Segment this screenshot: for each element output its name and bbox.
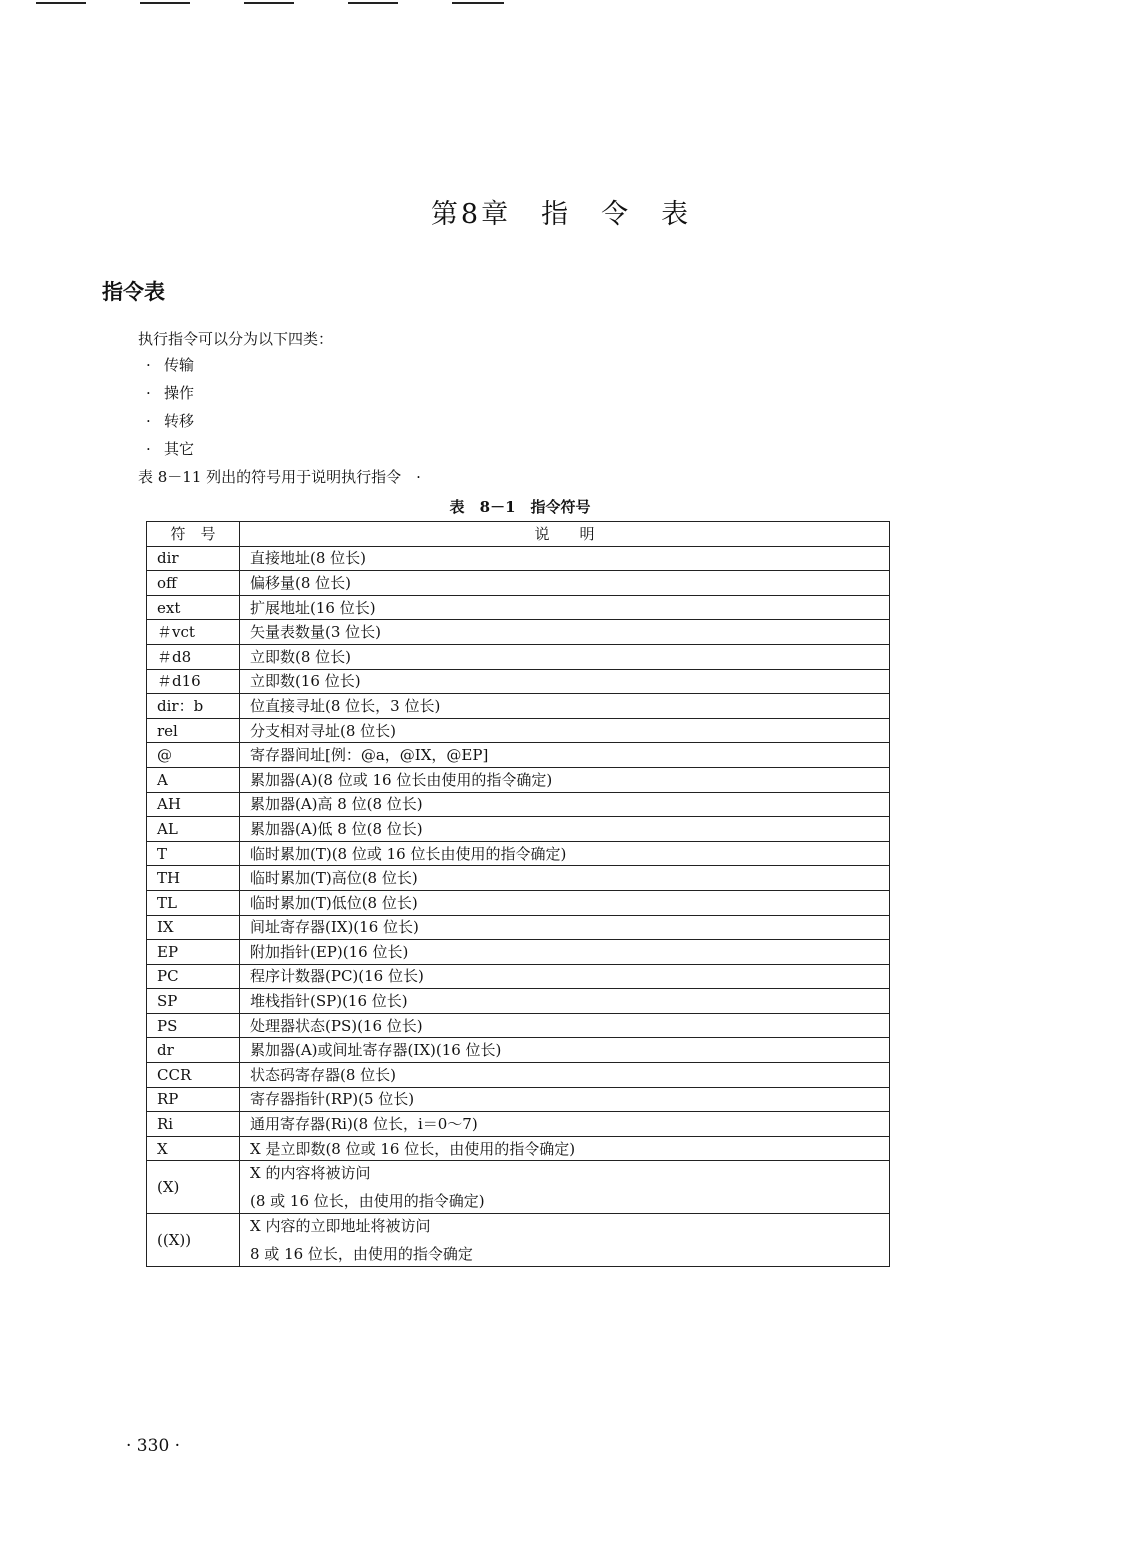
description-cell: 处理器状态(PS)(16 位长) <box>240 1013 890 1038</box>
category-list <box>146 354 194 466</box>
description-cell: 通用寄存器(Ri)(8 位长，i＝0～7) <box>240 1112 890 1137</box>
description-cell <box>240 1161 890 1214</box>
bullet: · <box>146 384 151 402</box>
table-row <box>147 644 890 669</box>
symbol-cell: TL <box>147 890 240 915</box>
symbol-cell: TH <box>147 866 240 891</box>
list-item <box>146 382 194 410</box>
table-row <box>147 546 890 571</box>
bullet: · <box>146 412 151 430</box>
table-row <box>147 841 890 866</box>
symbol-cell: IX <box>147 915 240 940</box>
symbol-cell: CCR <box>147 1063 240 1088</box>
page-number: · 330 · <box>126 1436 181 1456</box>
table-row <box>147 718 890 743</box>
symbol-cell: ext <box>147 595 240 620</box>
symbol-cell: off <box>147 571 240 596</box>
table-body <box>147 546 890 1267</box>
symbol-cell: SP <box>147 989 240 1014</box>
table-row <box>147 1214 890 1267</box>
description-cell: 偏移量(8 位长) <box>240 571 890 596</box>
description-cell: 累加器(A)或间址寄存器(IX)(16 位长) <box>240 1038 890 1063</box>
description-cell: 累加器(A)(8 位或 16 位长由使用的指令确定) <box>240 767 890 792</box>
description-cell: X 是立即数(8 位或 16 位长，由使用的指令确定) <box>240 1136 890 1161</box>
table-row <box>147 940 890 965</box>
chapter-title: 第8章 指 令 表 <box>430 199 692 230</box>
table-row <box>147 1087 890 1112</box>
table-row <box>147 1136 890 1161</box>
symbol-cell: (X) <box>147 1161 240 1214</box>
description-cell: 累加器(A)高 8 位(8 位长) <box>240 792 890 817</box>
table-row <box>147 1112 890 1137</box>
symbol-cell: ＃d8 <box>147 644 240 669</box>
table-header-row <box>147 522 890 547</box>
table-row <box>147 595 890 620</box>
list-item <box>146 354 194 382</box>
symbol-cell: T <box>147 841 240 866</box>
table-row <box>147 817 890 842</box>
description-line-1: X 的内容将被访问 <box>250 1164 371 1183</box>
symbol-cell: ＃d16 <box>147 669 240 694</box>
description-cell: 位直接寻址(8 位长，3 位长) <box>240 694 890 719</box>
symbol-cell: RP <box>147 1087 240 1112</box>
description-cell: 程序计数器(PC)(16 位长) <box>240 964 890 989</box>
bullet: · <box>146 440 151 458</box>
instruction-symbol-table <box>146 521 890 1267</box>
symbol-cell: dr <box>147 1038 240 1063</box>
description-cell: 立即数(8 位长) <box>240 644 890 669</box>
list-item <box>146 438 194 466</box>
table-row <box>147 866 890 891</box>
header-symbol: 符 号 <box>147 522 240 547</box>
symbol-cell: @ <box>147 743 240 768</box>
symbol-cell: X <box>147 1136 240 1161</box>
description-cell: 间址寄存器(IX)(16 位长) <box>240 915 890 940</box>
description-cell: 临时累加(T)高位(8 位长) <box>240 866 890 891</box>
table-row <box>147 964 890 989</box>
description-cell: 寄存器指针(RP)(5 位长) <box>240 1087 890 1112</box>
list-item <box>146 410 194 438</box>
description-cell: 寄存器间址[例：@a，@IX，@EP] <box>240 743 890 768</box>
list-item-label: 传输 <box>164 356 195 374</box>
table-row <box>147 571 890 596</box>
symbol-cell: dir <box>147 546 240 571</box>
symbol-cell: rel <box>147 718 240 743</box>
symbol-cell: Ri <box>147 1112 240 1137</box>
intro-text: 执行指令可以分为以下四类： <box>138 330 334 348</box>
description-cell: 扩展地址(16 位长) <box>240 595 890 620</box>
table-row <box>147 1063 890 1088</box>
table-row <box>147 1013 890 1038</box>
description-cell: 堆栈指针(SP)(16 位长) <box>240 989 890 1014</box>
table-row <box>147 767 890 792</box>
section-heading: 指令表 <box>102 280 165 304</box>
symbol-cell: AH <box>147 792 240 817</box>
symbol-cell: A <box>147 767 240 792</box>
table-row <box>147 694 890 719</box>
description-cell: 分支相对寻址(8 位长) <box>240 718 890 743</box>
symbol-cell: dir：b <box>147 694 240 719</box>
description-cell: 直接地址(8 位长) <box>240 546 890 571</box>
top-rule-marks <box>0 0 1122 6</box>
table-row <box>147 792 890 817</box>
symbol-cell: AL <box>147 817 240 842</box>
table-row <box>147 743 890 768</box>
description-cell: 附加指针(EP)(16 位长) <box>240 940 890 965</box>
table-caption: 表 8－1 指令符号 <box>449 498 591 516</box>
list-item-label: 其它 <box>164 440 195 458</box>
symbol-cell: PS <box>147 1013 240 1038</box>
description-cell: 累加器(A)低 8 位(8 位长) <box>240 817 890 842</box>
symbol-cell: ＃vct <box>147 620 240 645</box>
description-cell: 临时累加(T)低位(8 位长) <box>240 890 890 915</box>
description-line-1: X 内容的立即地址将被访问 <box>250 1217 431 1236</box>
list-item-label: 操作 <box>164 384 195 402</box>
symbol-cell: ((X)) <box>147 1214 240 1267</box>
table-row <box>147 915 890 940</box>
description-line-2: 8 或 16 位长，由使用的指令确定 <box>250 1245 473 1264</box>
table-row <box>147 989 890 1014</box>
description-cell: 矢量表数量(3 位长) <box>240 620 890 645</box>
description-cell: 状态码寄存器(8 位长) <box>240 1063 890 1088</box>
description-cell: 立即数(16 位长) <box>240 669 890 694</box>
description-line-2: (8 或 16 位长，由使用的指令确定) <box>250 1192 485 1211</box>
symbol-cell: PC <box>147 964 240 989</box>
table-row <box>147 1161 890 1214</box>
header-description: 说 明 <box>240 522 890 547</box>
description-cell: 临时累加(T)(8 位或 16 位长由使用的指令确定) <box>240 841 890 866</box>
table-reference-text: 表 8－11 列出的符号用于说明执行指令 · <box>138 468 421 486</box>
list-item-label: 转移 <box>164 412 195 430</box>
table-row <box>147 890 890 915</box>
table-row <box>147 1038 890 1063</box>
symbol-cell: EP <box>147 940 240 965</box>
table-row <box>147 620 890 645</box>
description-cell <box>240 1214 890 1267</box>
bullet: · <box>146 356 151 374</box>
table-row <box>147 669 890 694</box>
